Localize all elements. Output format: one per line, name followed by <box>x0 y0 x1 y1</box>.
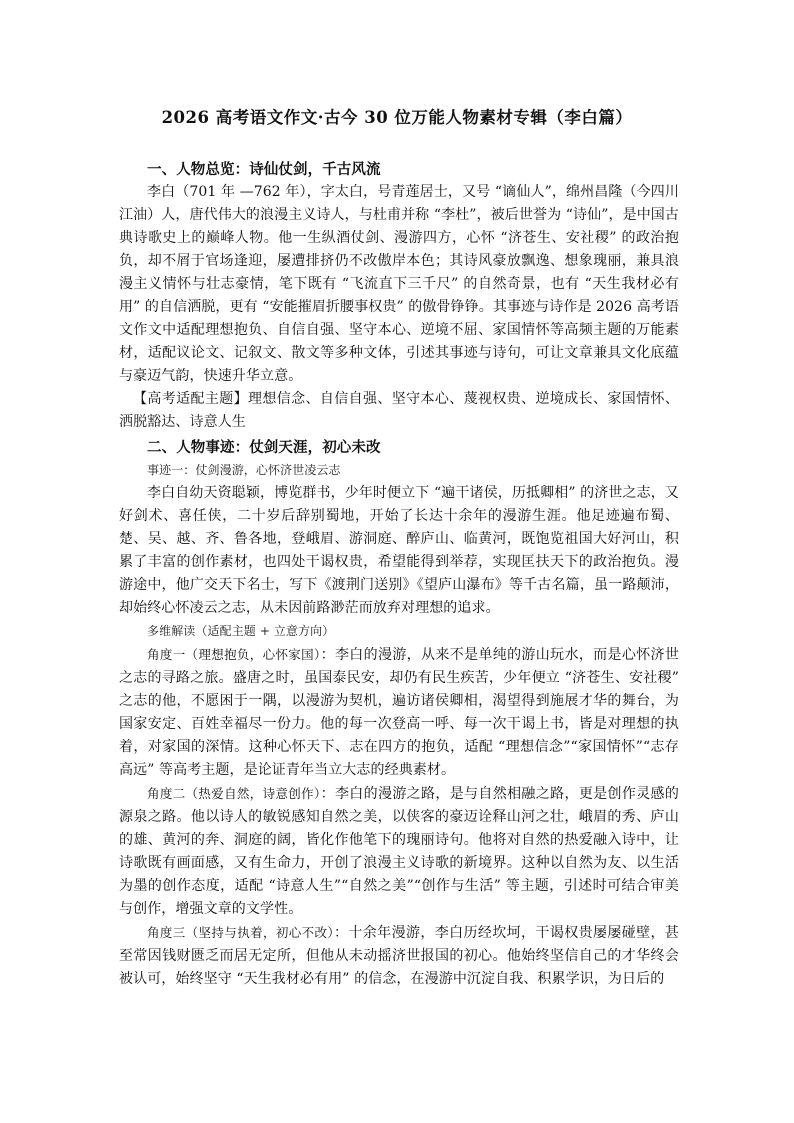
section-1-themes: 【高考适配主题】理想信念、自信自强、坚守本心、蔑视权贵、逆境成长、家国情怀、洒脱豁达、诗意人生 <box>119 391 679 430</box>
angle-3-paragraph <box>119 921 679 991</box>
multi-interpretation-title: 多维解读（适配主题 + 立意方向） <box>147 624 335 638</box>
angle-2-paragraph <box>119 782 679 921</box>
angle-2-label: 角度二（热爱自然，诗意创作） <box>147 786 321 801</box>
event-1-title: 事迹一：仗剑漫游，心怀济世凌云志 <box>147 463 341 477</box>
section-1-intro: 李白（701 年 —762 年），字太白，号青莲居士，又号 “谪仙人”，绵州昌隆（今四川江油）人，唐代伟大的浪漫主义诗人，与杜甫并称 “李杜”，被后世誉为 “诗仙”，是中国古典诗歌史上的巅峰人物。他一生纵酒仗剑、漫游四方，心怀 “济苍生、安社稷” 的政治抱负，却不屑于官场逢迎，屡遭排挤仍不改傲岸本色；其诗风豪放飘逸、想象瑰丽，兼具浪漫主义情怀与壮志豪情，笔下既有 “飞流直下三千尺” 的自然奇景，也有 “天生我材必有用” 的自信洒脱，更有 “安能摧眉折腰事权贵” 的傲骨铮铮。其事迹与诗作是 2026 高考语文作文中适配理想抱负、自信自强、坚守本心、逆境不屈、家国情怀等高频主题的万能素材，适配议论文、记叙文、散文等多种文体，引述其事迹与诗句，可让文章兼具文化底蕴与豪迈气韵，快速升华立意。 <box>119 184 679 384</box>
angle-1-text: ：李白的漫游，从来不是单纯的游山玩水，而是心怀济世之志的寻路之旅。盛唐之时，虽国泰民安，却仍有民生疾苦，少年便立 “济苍生、安社稷” 之志的他，不愿困于一隅，以漫游为契机，遍访诸侯卿相，渴望得到施展才华的舞台，为国家安定、百姓幸福尽一份力。他的每一次登高一呼、每一次干谒上书，皆是对理想的执着，对家国的深情。这种心怀天下、志在四方的抱负，适配 “理想信念”“家国情怀”“志存高远” 等高考主题，是论证青年当立大志的经典素材。 <box>119 647 679 778</box>
angle-1-label: 角度一（理想抱负，心怀家国） <box>147 647 321 662</box>
document-title: 2026 高考语文作文·古今 30 位万能人物素材专辑（李白篇） <box>161 108 633 127</box>
event-1-text: 李白自幼天资聪颖，博览群书，少年时便立下 “遍干诸侯，历抵卿相” 的济世之志，又好剑术、喜任侠，二十岁后辞别蜀地，开始了长达十余年的漫游生涯。他足迹遍布蜀、楚、吴、越、齐、鲁各地，登峨眉、游洞庭、醉庐山、临黄河，既饱览祖国大好河山，积累了丰富的创作素材，也四处干谒权贵，希望能得到举荐，实现匡扶天下的政治抱负。漫游途中，他广交天下名士，写下《渡荆门送别》《望庐山瀑布》等千古名篇，虽一路颠沛，却始终心怀凌云之志，从未因前路渺茫而放弃对理想的追求。 <box>119 485 679 616</box>
angle-3-label: 角度三（坚持与执着，初心不改） <box>147 925 335 940</box>
angle-2-text: ：李白的漫游之路，是与自然相融之路，更是创作灵感的源泉之路。他以诗人的敏锐感知自然之美，以侠客的豪迈诠释山河之壮，峨眉的秀、庐山的雄、黄河的奔、洞庭的阔，皆化作他笔下的瑰丽诗句。他将对自然的热爱融入诗中，让诗歌既有画面感，又有生命力，开创了浪漫主义诗歌的新境界。这种以自然为友、以生活为墨的创作态度，适配 “诗意人生”“自然之美”“创作与生活” 等主题，引述时可结合审美与创作，增强文章的文学性。 <box>119 786 679 917</box>
section-2-heading: 二、人物事迹：仗剑天涯，初心未改 <box>147 439 381 456</box>
angle-3-text: ：十余年漫游，李白历经坎坷，干谒权贵屡屡碰壁，甚至常因钱财匮乏而居无定所，但他从未动摇济世报国的初心。他始终坚信自己的才华终会被认可，始终坚守 “天生我材必有用” 的信念，在漫游中沉淀自我、积累学识，为日后的 <box>119 925 679 987</box>
section-1-heading: 一、人物总览：诗仙仗剑，千古风流 <box>147 161 381 178</box>
angle-1-paragraph <box>119 643 679 782</box>
document-body <box>119 156 679 991</box>
